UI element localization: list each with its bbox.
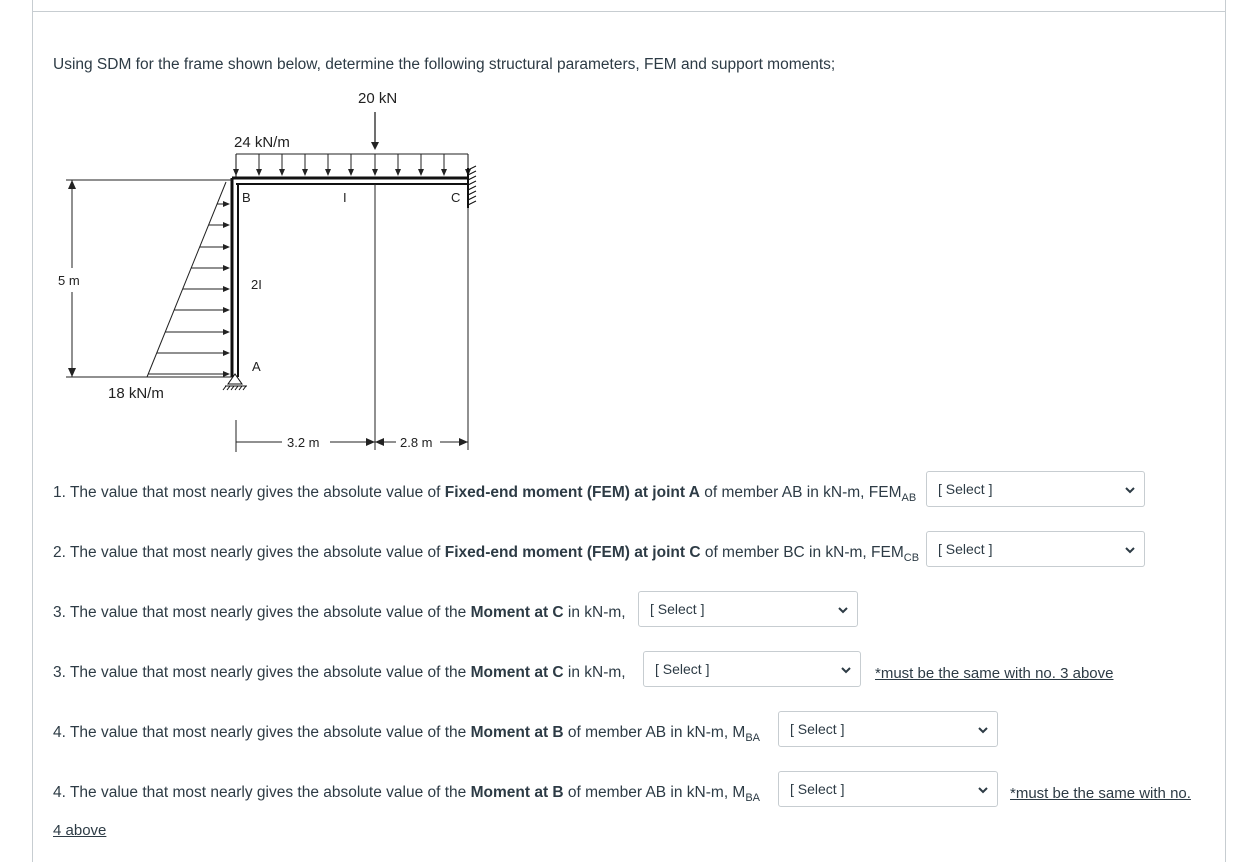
- question-emphasis: Moment at C: [470, 664, 564, 681]
- answer-select-3[interactable]: [638, 591, 858, 627]
- udl-arrow-head: [302, 169, 308, 176]
- chevron-down-icon: [840, 664, 852, 676]
- triangular-load-arrows: [148, 201, 230, 377]
- column-inertia-label: 2I: [251, 277, 262, 292]
- question-emphasis: Fixed-end moment (FEM) at joint A: [444, 484, 700, 501]
- pin-support-a: [223, 374, 247, 390]
- question-text-post: of member BC in kN-m, FEM: [700, 544, 904, 561]
- dim-left-label: 3.2 m: [287, 435, 320, 450]
- udl-arrow-head: [256, 169, 262, 176]
- dim-right-label: 2.8 m: [400, 435, 433, 450]
- udl-arrow-head: [348, 169, 354, 176]
- question-text-post: in kN-m,: [563, 664, 626, 681]
- height-dimension: [66, 180, 232, 377]
- udl-top-label: 24 kN/m: [234, 134, 290, 151]
- question-text-pre: 4. The value that most nearly gives the absolute value of the: [53, 724, 471, 741]
- answer-select-5[interactable]: [778, 711, 998, 747]
- question-emphasis: Moment at C: [470, 604, 564, 621]
- subscript-label: CB: [903, 552, 920, 565]
- question-emphasis: Fixed-end moment (FEM) at joint C: [444, 544, 701, 561]
- select-placeholder: [ Select ]: [650, 601, 705, 617]
- lateral-arrow-head: [223, 371, 230, 377]
- triangular-load: [147, 182, 226, 377]
- joint-b-label: B: [242, 190, 251, 205]
- udl-top-arrows: [236, 154, 468, 178]
- answer-select-4[interactable]: [643, 651, 861, 687]
- consistency-note-continued: 4 above: [53, 822, 107, 839]
- beam-inertia-label: I: [343, 190, 347, 205]
- chevron-down-icon: [1124, 544, 1136, 556]
- consistency-note: *must be the same with no. 3 above: [875, 665, 1114, 682]
- frame-diagram: [0, 80, 520, 460]
- height-label: 5 m: [58, 273, 80, 288]
- column-ab: [232, 178, 238, 377]
- subscript-label: AB: [901, 492, 917, 505]
- select-placeholder: [ Select ]: [938, 541, 993, 557]
- joint-c-label: C: [451, 190, 461, 205]
- lateral-arrow-head: [223, 265, 230, 271]
- question-text-pre: 1. The value that most nearly gives the absolute value of: [53, 484, 445, 501]
- question-emphasis: Moment at B: [470, 724, 564, 741]
- question-2-text: [53, 544, 919, 564]
- udl-arrow-set: [233, 154, 471, 176]
- select-placeholder: [ Select ]: [790, 781, 845, 797]
- answer-select-1[interactable]: [926, 471, 1145, 507]
- question-text-post: in kN-m,: [563, 604, 626, 621]
- question-text-pre: 4. The value that most nearly gives the absolute value of the: [53, 784, 471, 801]
- udl-arrow-head: [279, 169, 285, 176]
- consistency-note: *must be the same with no.: [1010, 785, 1191, 802]
- question-intro: Using SDM for the frame shown below, determine the following structural parameters, FEM and support moments;: [53, 56, 836, 73]
- subscript-label: BA: [745, 792, 761, 805]
- question-text-post: of member AB in kN-m, M: [563, 784, 746, 801]
- question-text-post: of member AB in kN-m, M: [563, 724, 746, 741]
- chevron-down-icon: [977, 724, 989, 736]
- select-placeholder: [ Select ]: [938, 481, 993, 497]
- lateral-arrow-head: [223, 329, 230, 335]
- point-load-label: 20 kN: [358, 90, 398, 107]
- select-placeholder: [ Select ]: [655, 661, 710, 677]
- content-right-border: [1225, 0, 1226, 862]
- lateral-arrow-head: [223, 286, 230, 292]
- udl-arrow-head: [395, 169, 401, 176]
- lateral-arrow-head: [223, 201, 230, 207]
- question-emphasis: Moment at B: [470, 784, 564, 801]
- lateral-arrow-head: [223, 244, 230, 250]
- question-text-pre: 3. The value that most nearly gives the absolute value of the: [53, 664, 471, 681]
- question-5-text: [53, 724, 760, 744]
- content-top-border: [32, 11, 1226, 12]
- lateral-arrow-head: [223, 350, 230, 356]
- lateral-load-label: 18 kN/m: [108, 385, 164, 402]
- subscript-label: BA: [745, 732, 761, 745]
- question-text-pre: 3. The value that most nearly gives the absolute value of the: [53, 604, 471, 621]
- chevron-down-icon: [837, 604, 849, 616]
- chevron-down-icon: [1124, 484, 1136, 496]
- select-placeholder: [ Select ]: [790, 721, 845, 737]
- beam-bc: [232, 178, 468, 184]
- udl-arrow-head: [372, 169, 378, 176]
- lateral-arrow-head: [223, 307, 230, 313]
- question-3-text: [53, 604, 626, 622]
- udl-arrow-head: [441, 169, 447, 176]
- answer-select-2[interactable]: [926, 531, 1145, 567]
- udl-arrow-head: [418, 169, 424, 176]
- question-1-text: [53, 484, 916, 504]
- question-text-post: of member AB in kN-m, FEM: [699, 484, 902, 501]
- question-text-pre: 2. The value that most nearly gives the absolute value of: [53, 544, 445, 561]
- chevron-down-icon: [977, 784, 989, 796]
- udl-arrow-head: [233, 169, 239, 176]
- lateral-arrow-head: [223, 222, 230, 228]
- udl-arrow-head: [325, 169, 331, 176]
- joint-a-label: A: [252, 359, 261, 374]
- answer-select-6[interactable]: [778, 771, 998, 807]
- question-4-text: [53, 664, 626, 682]
- question-6-text: [53, 784, 760, 804]
